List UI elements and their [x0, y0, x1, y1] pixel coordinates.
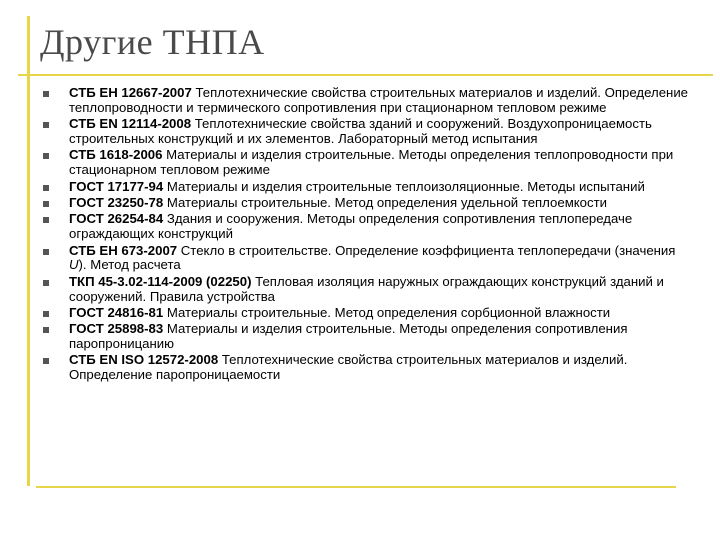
standard-description-end: ). Метод расчета [78, 257, 181, 273]
accent-vertical-line [27, 16, 30, 486]
list-item [40, 353, 690, 383]
square-bullet-icon [43, 217, 49, 223]
list-item [40, 180, 690, 195]
standard-description: Материалы и изделия строительные. Методы определения сопротивления паропроницанию [69, 321, 628, 352]
standard-description: Здания и сооружения. Методы определения сопротивления теплопередаче ограждающих конструкций [69, 211, 633, 242]
square-bullet-icon [43, 358, 49, 364]
square-bullet-icon [43, 153, 49, 159]
square-bullet-icon [43, 122, 49, 128]
square-bullet-icon [43, 91, 49, 97]
standards-list [40, 86, 690, 385]
standard-code: ГОСТ 25898-83 [69, 321, 164, 337]
standard-description: Тепловая изоляция наружных ограждающих конструкций зданий и сооружений. Правила устройства [69, 273, 664, 304]
square-bullet-icon [43, 249, 49, 255]
standard-description: Теплотехнические свойства зданий и сооружений. Воздухопроницаемость строительных конструкций и их элементов. Лабораторный метод испытания [69, 116, 652, 146]
standard-description: Стекло в строительстве. Определение коэффициента теплопередачи (значения [177, 242, 676, 258]
list-item [40, 212, 690, 242]
slide-title: Другие ТНПА [40, 22, 265, 62]
standard-code: ГОСТ 24816-81 [69, 304, 164, 320]
standard-description: Материалы строительные. Метод определения удельной теплоемкости [163, 194, 608, 210]
list-item [40, 196, 690, 211]
list-item [40, 244, 690, 274]
square-bullet-icon [43, 185, 49, 191]
standard-code: СТБ ЕН 12667-2007 [69, 85, 192, 100]
list-item [40, 86, 690, 116]
standard-description: Материалы и изделия строительные теплоизоляционные. Методы испытаний [163, 178, 645, 194]
square-bullet-icon [43, 311, 49, 317]
standard-code: ТКП 45-3.02-114-2009 (02250) [69, 273, 252, 289]
list-item [40, 322, 690, 352]
list-item [40, 148, 690, 178]
standard-description: Материалы строительные. Метод определения сорбционной влажности [163, 304, 611, 320]
list-item [40, 117, 690, 147]
standard-description: Материалы и изделия строительные. Методы определения теплопроводности при стационарном тепловом режиме [69, 147, 674, 178]
standard-code: ГОСТ 23250-78 [69, 194, 164, 210]
accent-horizontal-line [18, 74, 713, 76]
square-bullet-icon [43, 327, 49, 333]
list-item [40, 275, 690, 305]
standard-code: ГОСТ 26254-84 [69, 211, 164, 227]
list-item [40, 306, 690, 321]
square-bullet-icon [43, 201, 49, 207]
square-bullet-icon [43, 280, 49, 286]
standard-code: СТБ EN 12114-2008 [69, 116, 192, 132]
standard-description: Теплотехнические свойства строительных материалов и изделий. Определение теплопроводности и термического сопротивления при стационарном тепловом режиме [69, 85, 689, 115]
standard-code: СТБ ЕН 673-2007 [69, 242, 178, 258]
standard-code: СТБ EN ISO 12572-2008 [69, 352, 219, 368]
standard-description: Теплотехнические свойства строительных материалов и изделий. Определение паропроницаемости [69, 352, 628, 383]
accent-bottom-line [36, 486, 676, 488]
standard-code: СТБ 1618-2006 [69, 147, 163, 163]
standard-code: ГОСТ 17177-94 [69, 178, 164, 194]
u-value-symbol: U [69, 257, 79, 273]
